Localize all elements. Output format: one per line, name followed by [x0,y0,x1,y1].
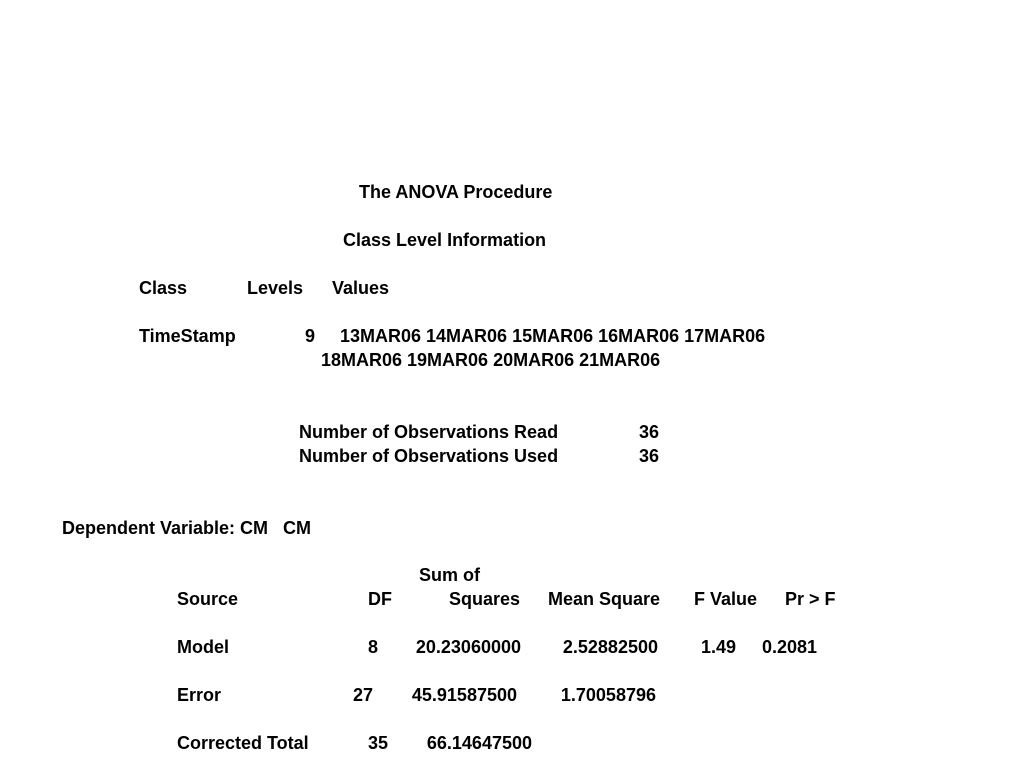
class-values-line1: 13MAR06 14MAR06 15MAR06 16MAR06 17MAR06 [340,326,766,346]
levels-column-header: Levels [247,278,304,298]
dependent-variable: Dependent Variable: CM CM [62,518,312,538]
ss-header-line2: Squares [448,589,520,609]
row-df: 27 [352,685,373,705]
class-name-cell: TimeStamp [139,326,236,346]
row-p-value: 0.2081 [761,637,817,657]
row-source: Error [177,685,222,705]
row-df: 35 [367,733,388,753]
df-header: DF [368,589,392,609]
p-value-header: Pr > F [785,589,836,609]
class-levels-cell: 9 [305,326,316,346]
row-ss: 45.91587500 [411,685,517,705]
class-values-line2: 18MAR06 19MAR06 20MAR06 21MAR06 [321,350,661,370]
row-ss: 66.14647500 [426,733,532,753]
f-value-header: F Value [694,589,758,609]
observations-used-value: 36 [639,446,660,466]
procedure-title: The ANOVA Procedure [359,182,553,202]
observations-read-value: 36 [639,422,660,442]
source-header: Source [177,589,239,609]
ms-header: Mean Square [548,589,661,609]
row-df: 8 [367,637,378,657]
class-info-heading: Class Level Information [343,230,547,250]
class-column-header: Class [139,278,188,298]
row-f-value: 1.49 [700,637,736,657]
row-source: Model [177,637,229,657]
row-source: Corrected Total [177,733,309,753]
observations-read-label: Number of Observations Read [299,422,559,442]
row-ss: 20.23060000 [415,637,521,657]
ss-header-line1: Sum of [419,565,480,585]
row-ms: 2.52882500 [562,637,658,657]
observations-used-label: Number of Observations Used [299,446,559,466]
values-column-header: Values [332,278,390,298]
row-ms: 1.70058796 [560,685,656,705]
